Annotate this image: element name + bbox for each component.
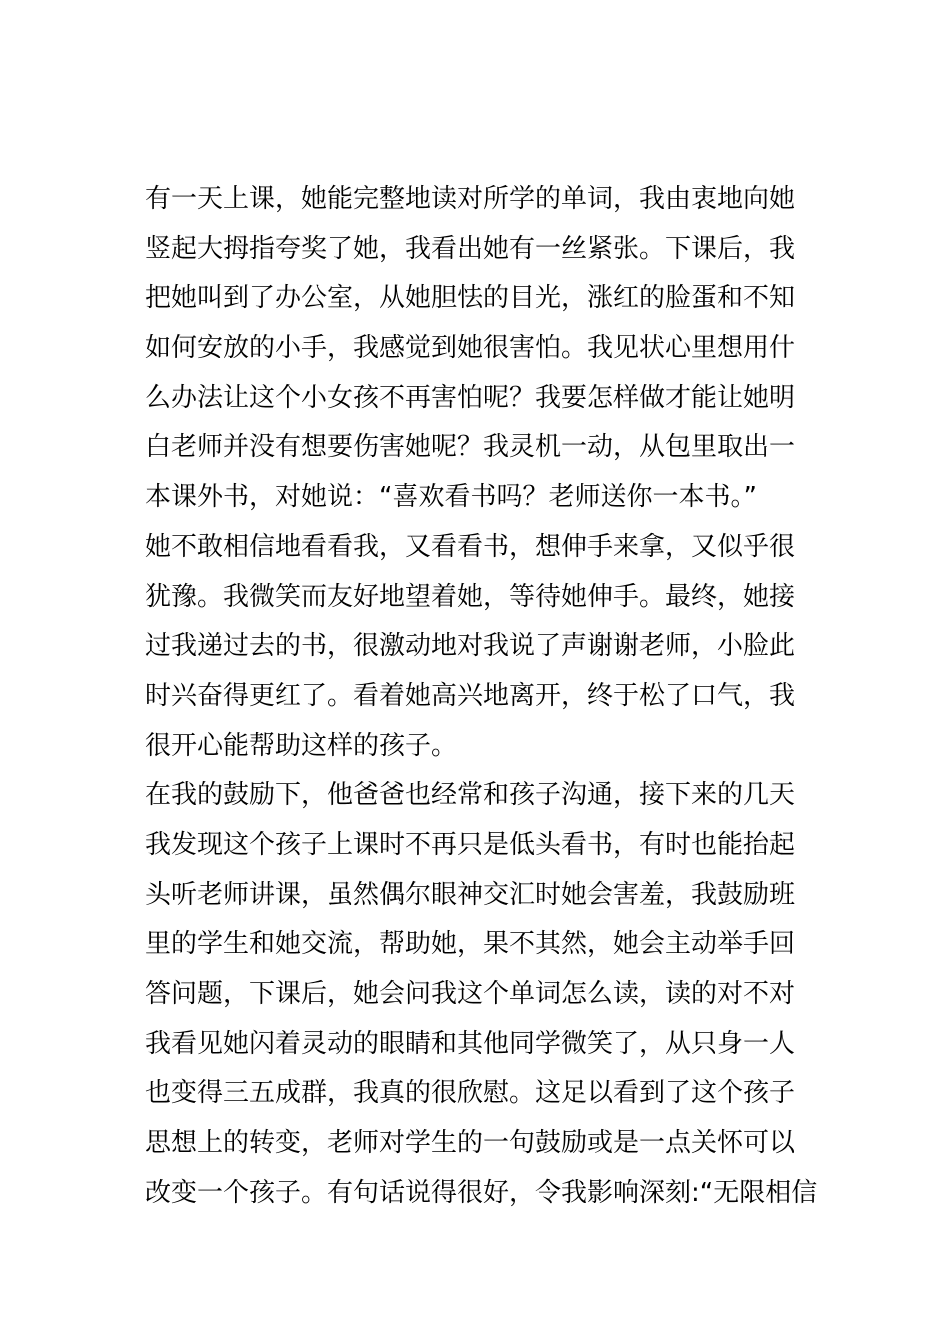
- text-line: 很开心能帮助这样的孩子。: [145, 730, 458, 761]
- text-line: 竖起大拇指夸奖了她，我看出她有一丝紧张。下课后，我: [145, 233, 796, 264]
- text-line: 过我递过去的书，很激动地对我说了声谢谢老师，小脸此: [145, 631, 796, 662]
- text-line: 犹豫。我微笑而友好地望着她，等待她伸手。最终，她接: [145, 581, 796, 612]
- text-line: 白老师并没有想要伤害她呢？我灵机一动，从包里取出一: [145, 432, 796, 463]
- text-line: 我看见她闪着灵动的眼睛和其他同学微笑了，从只身一人: [145, 1028, 796, 1059]
- text-line: 把她叫到了办公室，从她胆怯的目光，涨红的脸蛋和不知: [145, 283, 796, 314]
- body-text: [145, 175, 818, 1218]
- text-line: 有一天上课，她能完整地读对所学的单词，我由衷地向她: [145, 184, 796, 214]
- text-line: 答问题，下课后，她会问我这个单词怎么读，读的对不对: [145, 979, 796, 1009]
- text-line: 么办法让这个小女孩不再害怕呢？我要怎样做才能让她明: [145, 382, 796, 413]
- text-line: 头听老师讲课，虽然偶尔眼神交汇时她会害羞，我鼓励班: [145, 879, 796, 910]
- text-line: 也变得三五成群，我真的很欣慰。这足以看到了这个孩子: [145, 1078, 796, 1109]
- text-line: 我发现这个孩子上课时不再只是低头看书，有时也能抬起: [145, 829, 796, 860]
- text-line: 如何安放的小手，我感觉到她很害怕。我见状心里想用什: [145, 333, 796, 364]
- text-line: 里的学生和她交流，帮助她，果不其然，她会主动举手回: [145, 929, 796, 960]
- text-line: 她不敢相信地看看我，又看看书，想伸手来拿，又似乎很: [145, 531, 796, 562]
- text-line: 时兴奋得更红了。看着她高兴地离开，终于松了口气，我: [145, 680, 796, 711]
- text-line: 改变一个孩子。有句话说得很好，令我影响深刻:“无限相信: [145, 1177, 818, 1208]
- text-line: 本课外书，对她说：“喜欢看书吗？老师送你一本书。”: [145, 482, 757, 513]
- text-line: 思想上的转变，老师对学生的一句鼓励或是一点关怀可以: [145, 1128, 796, 1159]
- text-line: 在我的鼓励下，他爸爸也经常和孩子沟通，接下来的几天: [145, 780, 796, 811]
